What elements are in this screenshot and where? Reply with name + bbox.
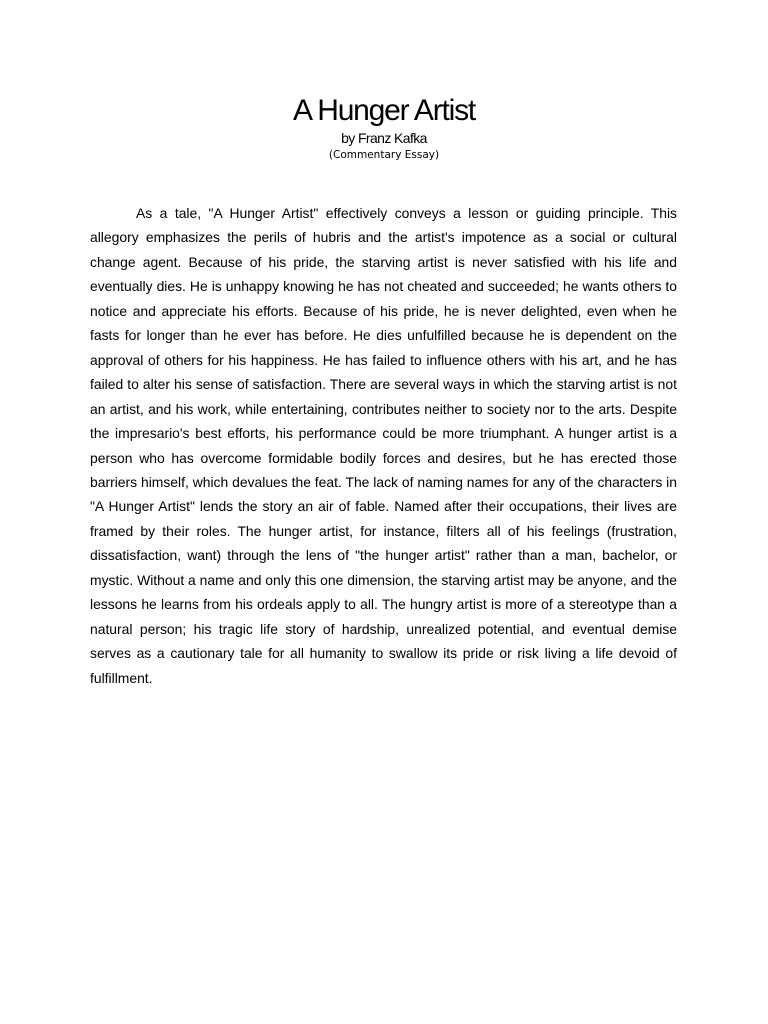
essay-paragraph: As a tale, "A Hunger Artist" effectively conveys a lesson or guiding principle. This allegory emphasizes the perils of hubris and the artist's impotence as a social or cultural change agent. Because of his pride, the starving artist is never satisfied with his life and eventually dies. He is unhappy knowing he has not cheated and succeeded; he wants others to notice and appreciate his efforts. Because of his pride, he is never delighted, even when he fasts for longer than he ever has before. He dies unfulfilled because he is dependent on the approval of others for his happiness. He has failed to influence others with his art, and he has failed to alter his sense of satisfaction. There are several ways in which the starving artist is not an artist, and his work, while entertaining, contributes neither to society nor to the arts. Despite the impresario's best efforts, his performance could be more triumphant. A hunger artist is a person who has overcome formidable bodily forces and desires, but he has erected those barriers himself, which devalues the feat. The lack of naming names for any of the characters in "A Hunger Artist" lends the story an air of fable. Named after their occupations, their lives are framed by their roles. The hunger artist, for instance, filters all of his feelings (frustration, dissatisfaction, want) through the lens of "the hunger artist" rather than a man, bachelor, or mystic. Without a name and only this one dimension, the starving artist may be anyone, and the lessons he learns from his ordeals apply to all. The hungry artist is more of a stereotype than a natural person; his tragic life story of hardship, unrealized potential, and eventual demise serves as a cautionary tale for all humanity to swallow its pride or risk living a life devoid of fulfillment. xyxy=(90,205,677,686)
document-author: by Franz Kafka xyxy=(341,130,427,146)
document-subtitle: (Commentary Essay) xyxy=(328,149,440,161)
document-title: A Hunger Artist xyxy=(292,94,476,127)
document-header xyxy=(0,94,768,162)
